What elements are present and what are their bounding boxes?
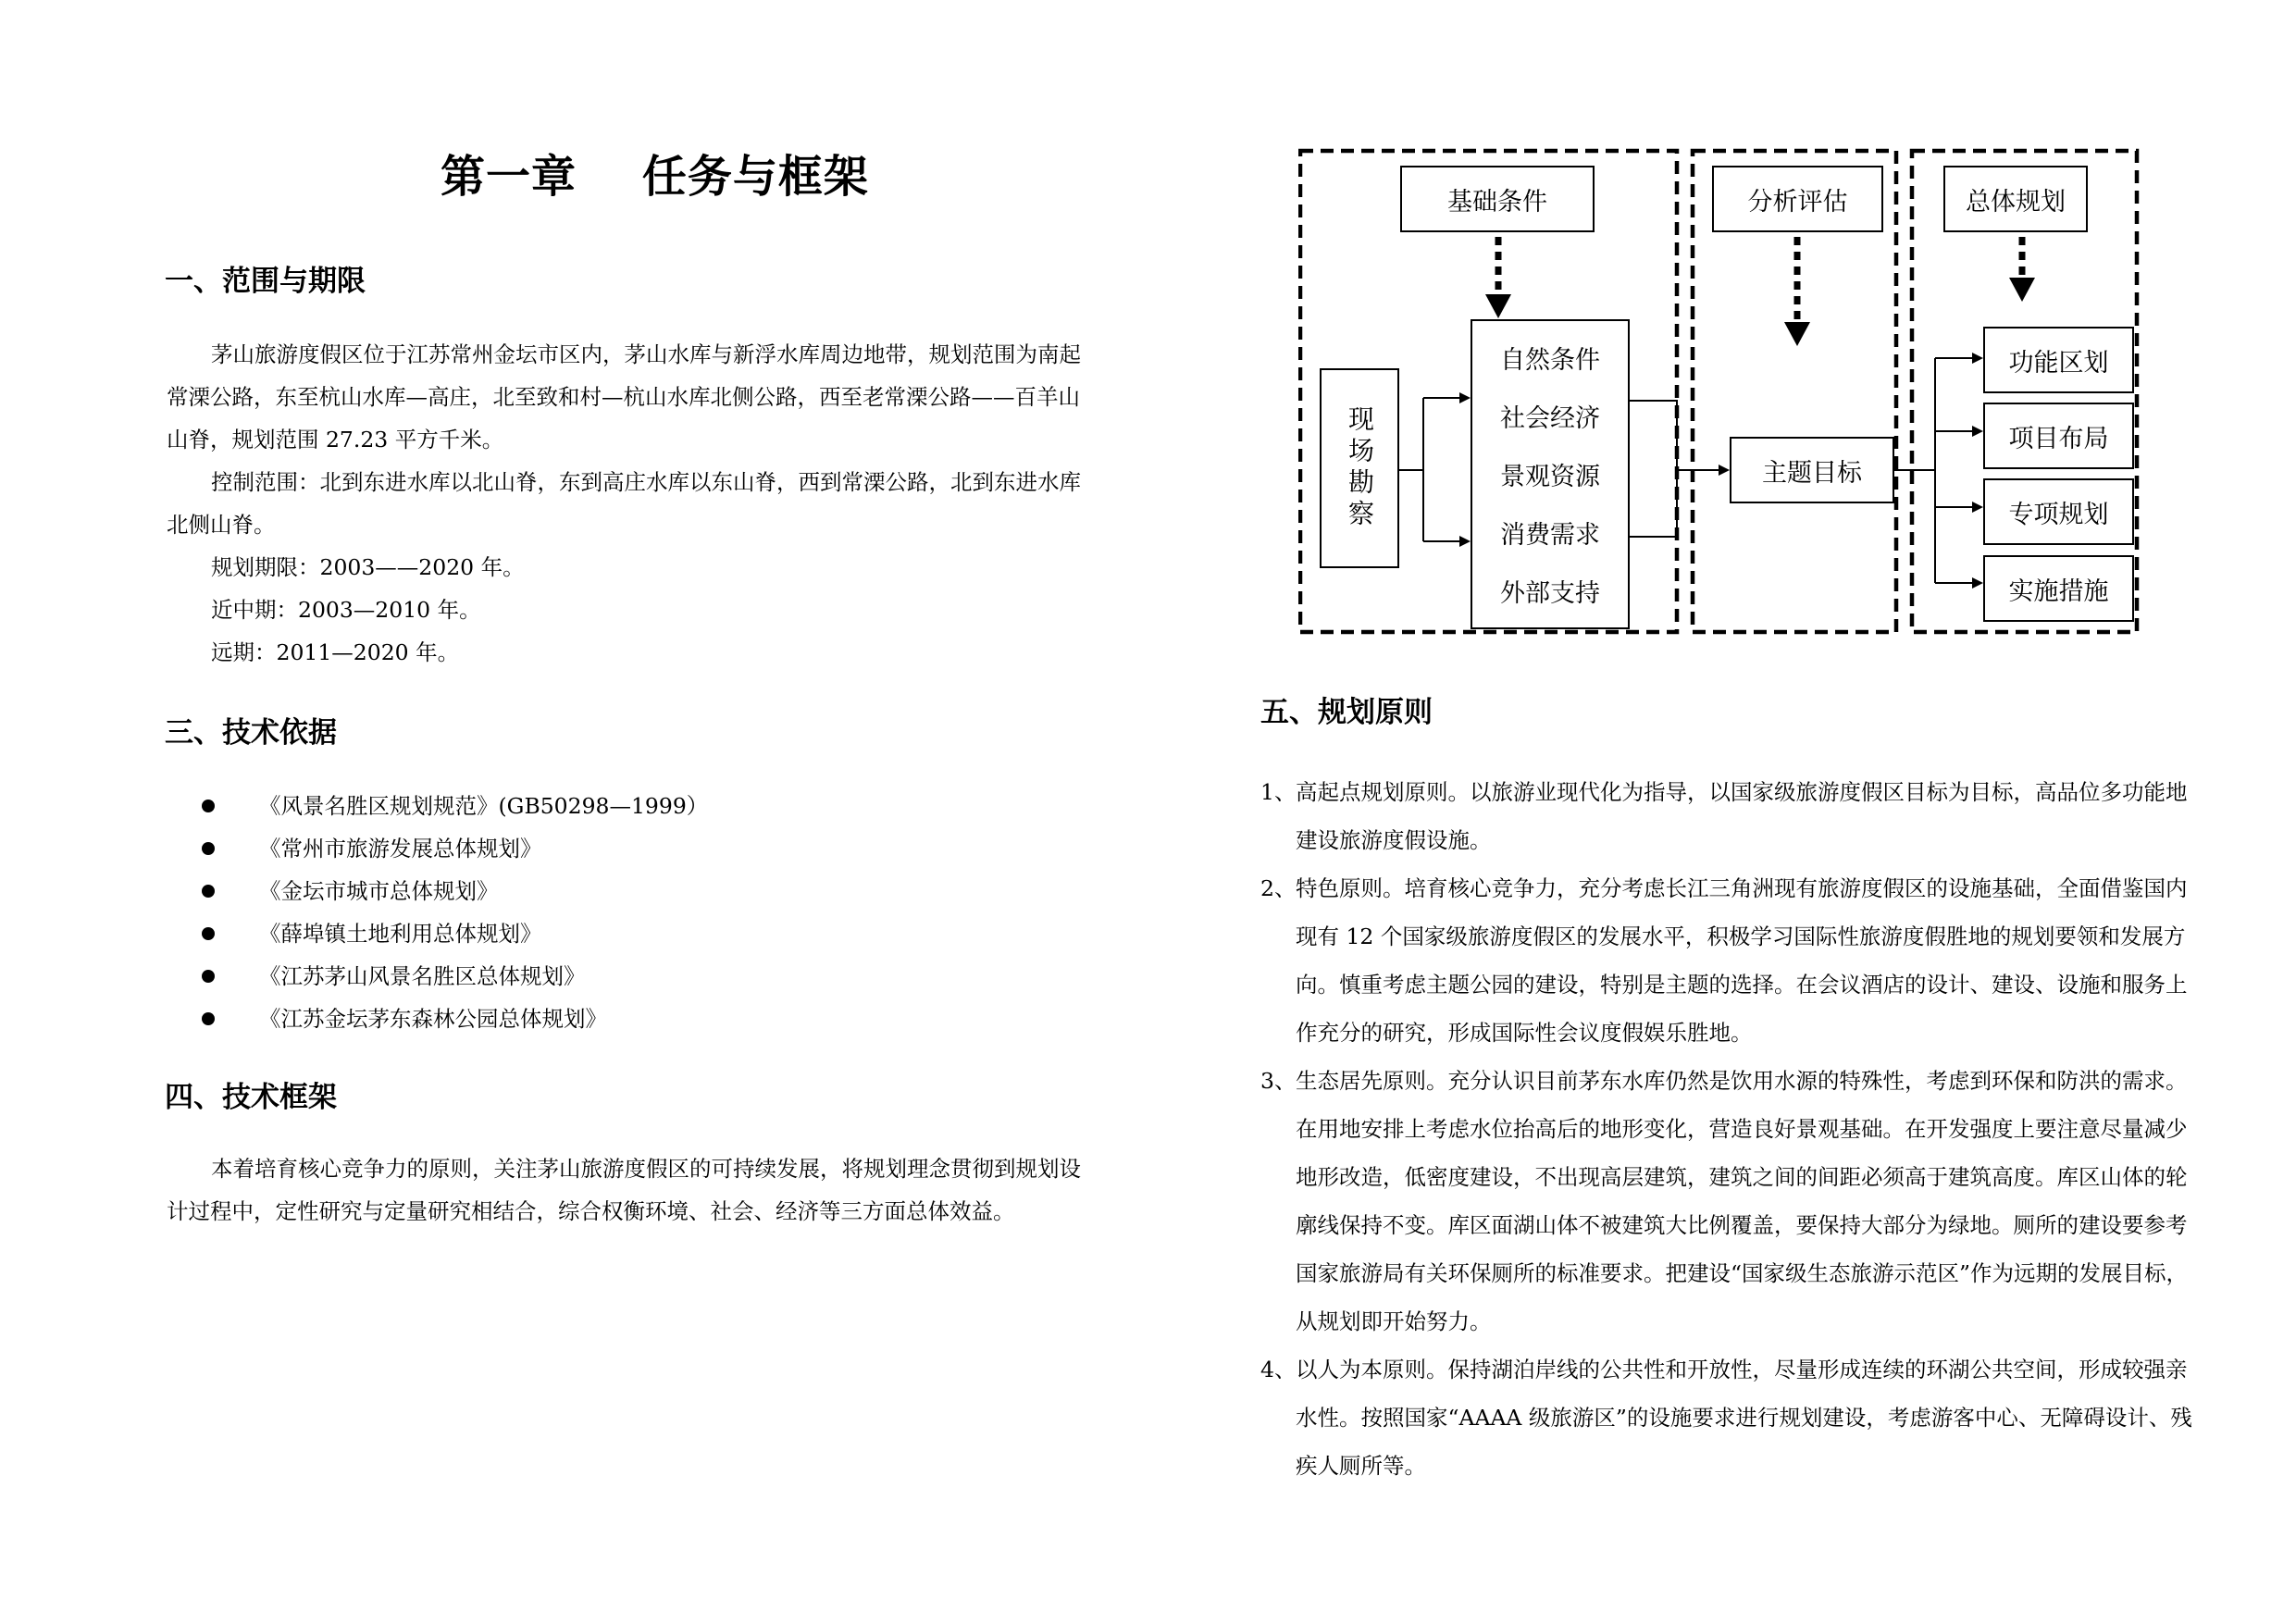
framework-heading: 四、技术框架 [165,1081,337,1114]
conditions-connector [1628,401,1719,537]
list-item-text: 《江苏金坛茅东森林公园总体规划》 [259,1006,607,1032]
survey-box: 现场勘察 [1320,368,1399,568]
principle-text: 高起点规划原则。以旅游业现代化为指导，以国家级旅游度假区目标为目标，高品位多功能地建设旅游度假设施。 [1296,779,2188,853]
list-item-text: 《金坛市城市总体规划》 [259,878,499,904]
bullet-icon [202,970,215,983]
arrow-head-icon [1972,502,1983,513]
goal-box: 主题目标 [1730,437,1894,503]
principle-text: 特色原则。培育核心竞争力，充分考虑长江三角洲现有旅游度假区的设施基础，全面借鉴国内现有 12 个国家级旅游度假区的发展水平，积极学习国际性旅游度假胜地的规划要领和发展方向。慎重考虑主题公园的建设，特别是主题的选择。在会议酒店的设计、建设、设施和服务上作充分的研究，形成国际性会议度假娱乐胜地。 [1296,875,2188,1046]
condition-item: 自然条件 [1500,346,1600,375]
principle-item [1260,768,2204,864]
basis-heading: 三、技术依据 [165,716,337,750]
goal-connector [1893,358,1974,583]
arrow-head-icon [1972,353,1983,364]
list-item [259,998,1092,1040]
arrow-head-icon [2009,278,2035,302]
scope-body [167,333,1101,674]
arrow-head-icon [1972,577,1983,589]
bullet-icon [202,885,215,898]
bullet-icon [202,1012,215,1025]
framework-diagram [1298,148,2141,638]
list-item [259,870,1092,912]
condition-item: 社会经济 [1500,404,1600,433]
principle-text: 以人为本原则。保持湖泊岸线的公共性和开放性，尽量形成连续的环湖公共空间，形成较强亲水性。按照国家“AAAA 级旅游区”的设施要求进行规划建设，考虑游客中心、无障碍设计、残疾人厕所等。 [1296,1357,2192,1479]
scope-paragraph: 规划期限：2003——2020 年。 [211,554,525,580]
principles-heading: 五、规划原则 [1260,696,1433,729]
list-item [259,785,1092,827]
arrow-head-icon [1719,465,1730,476]
scope-paragraph: 远期：2011—2020 年。 [211,639,460,665]
scope-heading: 一、范围与期限 [165,265,366,298]
bullet-icon [202,927,215,940]
output-box: 实施措施 [1983,555,2134,622]
principle-item [1260,864,2204,1057]
arrow-head-icon [1459,392,1471,403]
output-box: 专项规划 [1983,478,2134,545]
principle-number: 4、 [1260,1357,1297,1382]
output-box: 项目布局 [1983,403,2134,469]
bullet-icon [202,842,215,855]
survey-connector [1399,398,1461,541]
principle-number: 3、 [1260,1068,1297,1094]
principle-text: 生态居先原则。充分认识目前茅东水库仍然是饮用水源的特殊性，考虑到环保和防洪的需求。在用地安排上考虑水位抬高后的地形变化，营造良好景观基础。在开发强度上要注意尽量减少地形改造，低密度建设，不出现高层建筑，建筑之间的间距必须高于建筑高度。库区山体的轮廓线保持不变。库区面湖山体不被建筑大比例覆盖，要保持大部分为绿地。厕所的建设要参考国家旅游局有关环保厕所的标准要求。把建设“国家级生态旅游示范区”作为远期的发展目标，从规划即开始努力。 [1296,1068,2189,1334]
list-item [259,912,1092,955]
principle-item [1260,1057,2204,1345]
arrow-head-icon [1972,426,1983,437]
arrow-head-icon [1485,294,1511,318]
list-item [259,955,1092,998]
list-item-text: 《常州市旅游发展总体规划》 [259,836,542,862]
condition-item: 消费需求 [1500,521,1600,550]
scope-paragraph: 茅山旅游度假区位于江苏常州金坛市区内，茅山水库与新浮水库周边地带，规划范围为南起常溧公路，东至杭山水库—高庄，北至致和村—杭山水库北侧公路，西至老常溧公路——百羊山山脊，规划范围 27.23 平方千米。 [167,341,1081,452]
output-box: 功能区划 [1983,327,2134,393]
header-basis: 基础条件 [1400,166,1595,232]
arrow-head-icon [1784,322,1810,346]
list-item-text: 《风景名胜区规划规范》(GB50298—1999） [259,793,709,819]
list-item [259,827,1092,870]
principles-list [1260,768,2204,1490]
condition-item: 外部支持 [1500,579,1600,608]
chapter-title: 第一章 任务与框架 [441,151,869,203]
framework-body [167,1147,1101,1233]
principle-number: 1、 [1260,779,1297,805]
scope-paragraph: 控制范围：北到东进水库以北山脊，东到高庄水库以东山脊，西到常溧公路，北到东进水库北侧山脊。 [167,469,1081,538]
arrow-head-icon [1459,536,1471,547]
conditions-box [1471,319,1630,629]
principle-item [1260,1345,2204,1490]
framework-paragraph: 本着培育核心竞争力的原则，关注茅山旅游度假区的可持续发展，将规划理念贯彻到规划设计过程中，定性研究与定量研究相结合，综合权衡环境、社会、经济等三方面总体效益。 [167,1156,1081,1224]
basis-list [259,785,1092,1040]
header-analysis: 分析评估 [1712,166,1883,232]
list-item-text: 《江苏茅山风景名胜区总体规划》 [259,963,586,989]
condition-item: 景观资源 [1500,463,1600,491]
bullet-icon [202,800,215,812]
header-planning: 总体规划 [1943,166,2088,232]
scope-paragraph: 近中期：2003—2010 年。 [211,597,481,623]
list-item-text: 《薛埠镇土地利用总体规划》 [259,921,542,947]
principle-number: 2、 [1260,875,1297,901]
